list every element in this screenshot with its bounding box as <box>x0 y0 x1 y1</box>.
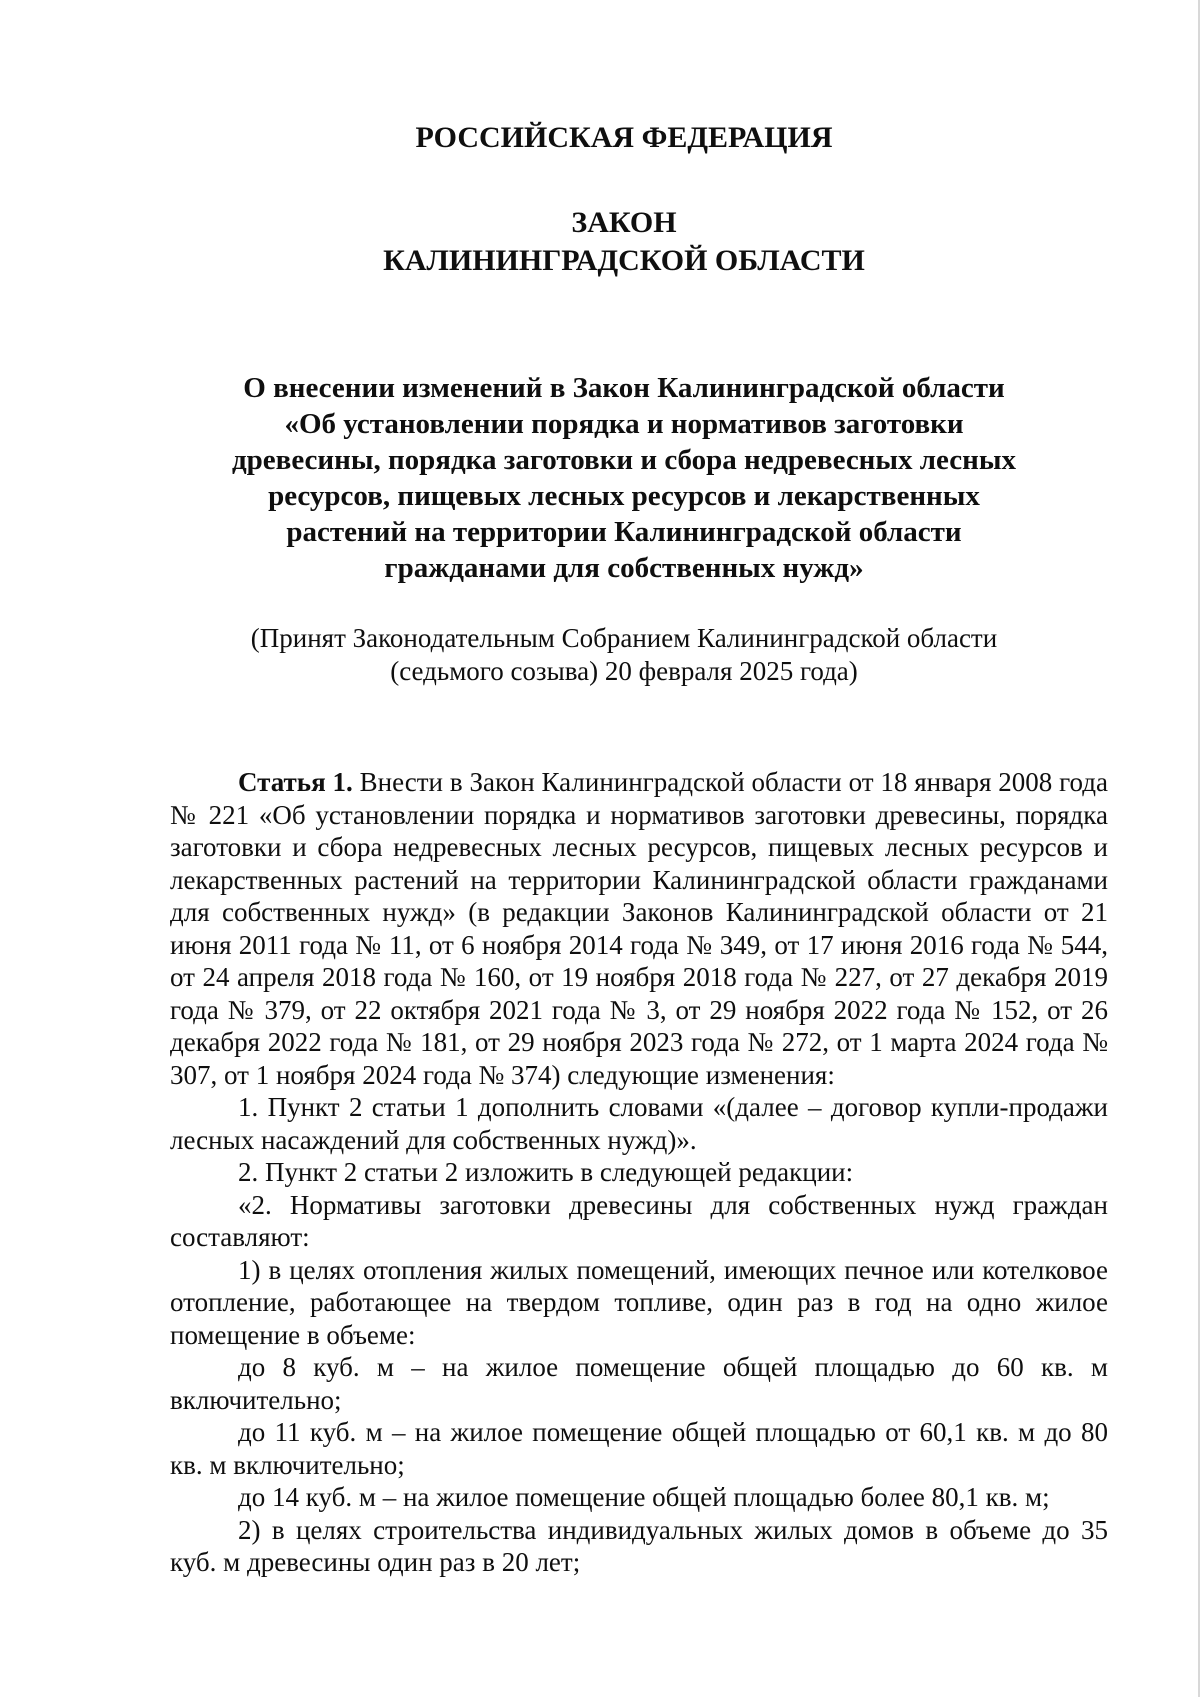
law-subject <box>130 370 1118 586</box>
adoption-line: (Принят Законодательным Собранием Калининградской области <box>250 623 998 653</box>
subject-line: О внесении изменений в Закон Калининградской области <box>243 372 1005 404</box>
subject-line: «Об установлении порядка и нормативов заготовки <box>284 408 964 440</box>
law-title-line-1: ЗАКОН <box>571 206 677 239</box>
body-paragraph: 2. Пункт 2 статьи 2 изложить в следующей редакции: <box>238 1157 854 1187</box>
body-paragraph: 1) в целях отопления жилых помещений, имеющих печное или котелковое отопление, работающее на твердом топливе, один раз в год на одно жилое помещение в объеме: <box>170 1254 1108 1350</box>
body-paragraph: 1. Пункт 2 статьи 1 дополнить словами «(далее – договор купли-продажи лесных насаждений для собственных нужд)». <box>170 1092 1108 1155</box>
adoption-note <box>130 622 1118 688</box>
law-title <box>130 204 1118 280</box>
body-paragraph: до 11 куб. м – на жилое помещение общей площадью от 60,1 кв. м до 80 кв. м включительно; <box>170 1417 1108 1480</box>
body-paragraph: 2) в целях строительства индивидуальных жилых домов в объеме до 35 куб. м древесины один раз в 20 лет; <box>170 1514 1108 1577</box>
article-1-paragraph <box>170 766 1108 1091</box>
subject-line: растений на территории Калининградской области <box>286 516 962 548</box>
subject-line: древесины, порядка заготовки и сбора недревесных лесных <box>231 444 1017 476</box>
body-paragraph: до 14 куб. м – на жилое помещение общей площадью более 80,1 кв. м; <box>238 1482 1050 1512</box>
document-body <box>170 766 1108 1579</box>
subject-line: гражданами для собственных нужд» <box>384 552 864 584</box>
subject-line: ресурсов, пищевых лесных ресурсов и лекарственных <box>268 480 980 512</box>
body-paragraph: «2. Нормативы заготовки древесины для собственных нужд граждан составляют: <box>170 1189 1108 1252</box>
document-header <box>130 120 1118 586</box>
body-paragraph: до 8 куб. м – на жилое помещение общей площадью до 60 кв. м включительно; <box>170 1352 1108 1415</box>
article-label: Статья 1. <box>238 767 353 797</box>
law-title-line-2: КАЛИНИНГРАДСКОЙ ОБЛАСТИ <box>383 244 865 277</box>
adoption-line: (седьмого созыва) 20 февраля 2025 года) <box>390 656 858 686</box>
country-title: РОССИЙСКАЯ ФЕДЕРАЦИЯ <box>415 121 833 154</box>
article-intro: Внести в Закон Калининградской области от 18 января 2008 года № 221 «Об установлении порядка и нормативов заготовки древесины, порядка заготовки и сбора недревесных лесных ресурсов, пищевых лесных ресурсов и лекарственных растений на территории Калининградской области гражданами для собственных нужд» (в редакции Законов Калининградской области от 21 июня 2011 года № 11, от 6 ноября 2014 года № 349, от 17 июня 2016 года № 544, от 24 апреля 2018 года № 160, от 19 ноября 2018 года № 227, от 27 декабря 2019 года № 379, от 22 октября 2021 года № 3, от 29 ноября 2022 года № 152, от 26 декабря 2022 года № 181, от 29 ноября 2023 года № 272, от 1 марта 2024 года № 307, от 1 ноября 2024 года № 374) следующие изменения: <box>170 767 1108 1090</box>
